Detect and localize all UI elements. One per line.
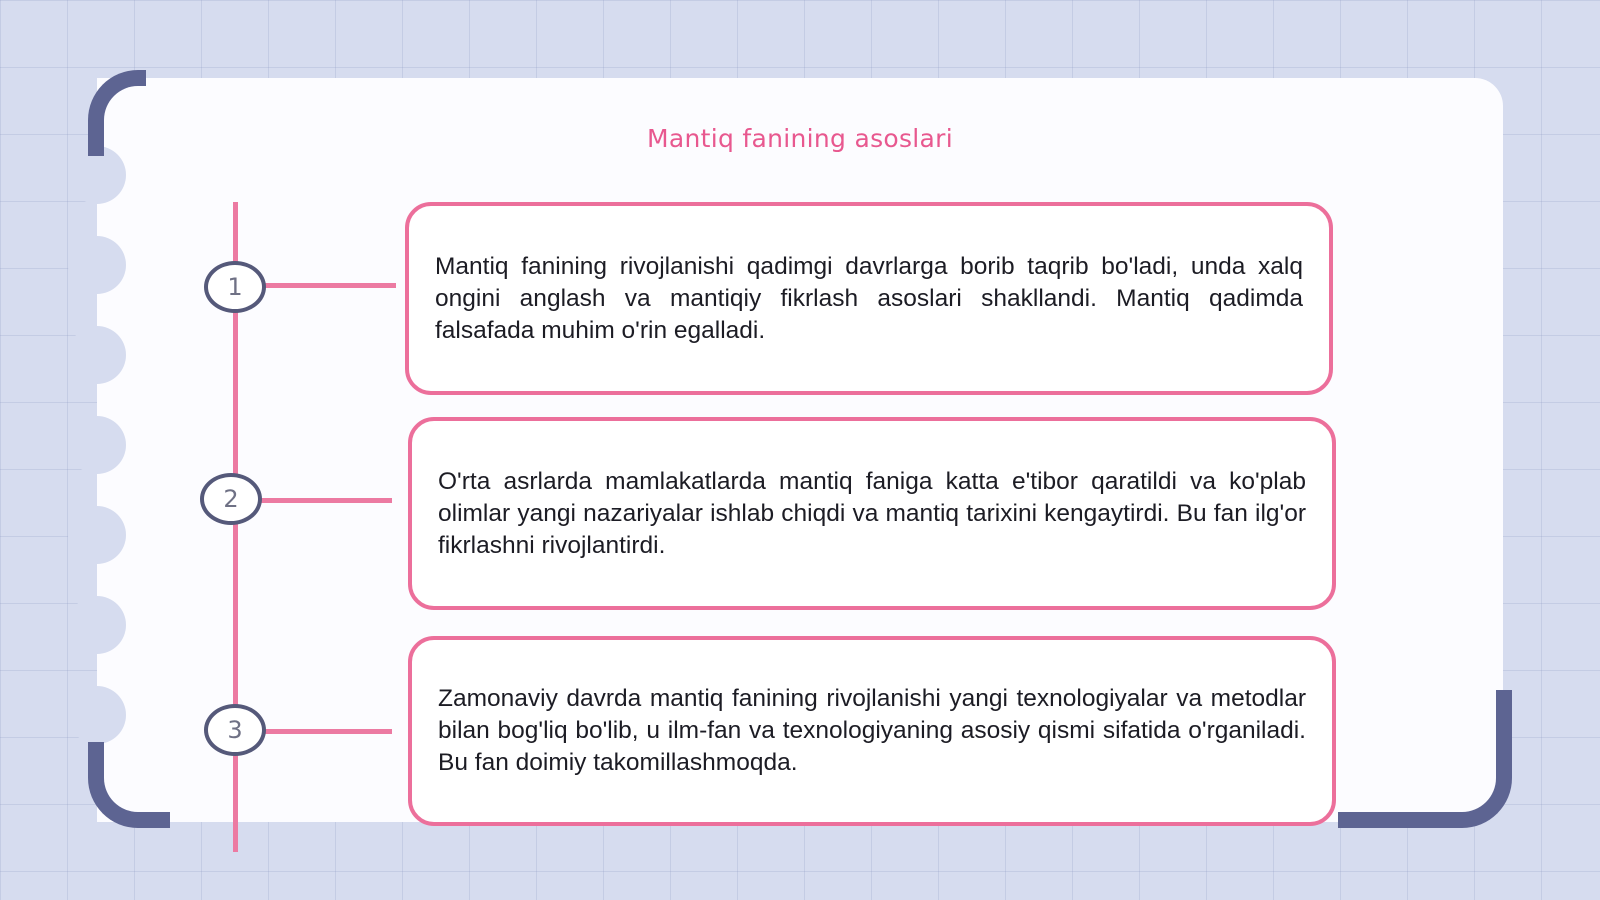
timeline-marker-3 xyxy=(204,704,266,756)
timeline-marker-1 xyxy=(204,261,266,313)
marker-number: 3 xyxy=(227,716,243,744)
notebook-hole xyxy=(68,326,126,384)
notebook-hole xyxy=(68,236,126,294)
content-box-2 xyxy=(408,417,1336,610)
notebook-hole xyxy=(68,416,126,474)
content-box-1 xyxy=(405,202,1333,395)
content-text: Zamonaviy davrda mantiq fanining rivojlanishi yangi texnologiyalar va metodlar bilan bog'liq bo'lib, u ilm-fan va texnologiyaning asosiy qismi sifatida o'rganiladi. Bu fan doimiy takomillashmoqda. xyxy=(438,685,1306,776)
timeline-connector-2 xyxy=(260,498,392,503)
notebook-hole xyxy=(68,686,126,744)
slide-title: Mantiq fanining asoslari xyxy=(646,124,953,153)
timeline-connector-1 xyxy=(264,283,396,288)
marker-number: 2 xyxy=(223,485,239,513)
marker-number: 1 xyxy=(227,273,243,301)
content-text: O'rta asrlarda mamlakatlarda mantiq faniga katta e'tibor qaratildi va ko'plab olimlar yangi nazariyalar ishlab chiqdi va mantiq tarixini kengaytirdi. Bu fan ilg'or fikrlashni rivojlantirdi. xyxy=(438,467,1306,559)
content-text: Mantiq fanining rivojlanishi qadimgi davrlarga borib taqrib bo'ladi, unda xalq ongini anglash va mantiqiy fikrlash asoslari shakllandi. Mantiq qadimda falsafada muhim o'rin egalladi. xyxy=(435,252,1303,344)
content-box-3 xyxy=(408,636,1336,826)
notebook-hole xyxy=(68,596,126,654)
corner-bracket-bottom-right xyxy=(1338,690,1512,828)
timeline-marker-2 xyxy=(200,473,262,525)
notebook-hole xyxy=(68,506,126,564)
timeline-connector-3 xyxy=(264,729,392,734)
